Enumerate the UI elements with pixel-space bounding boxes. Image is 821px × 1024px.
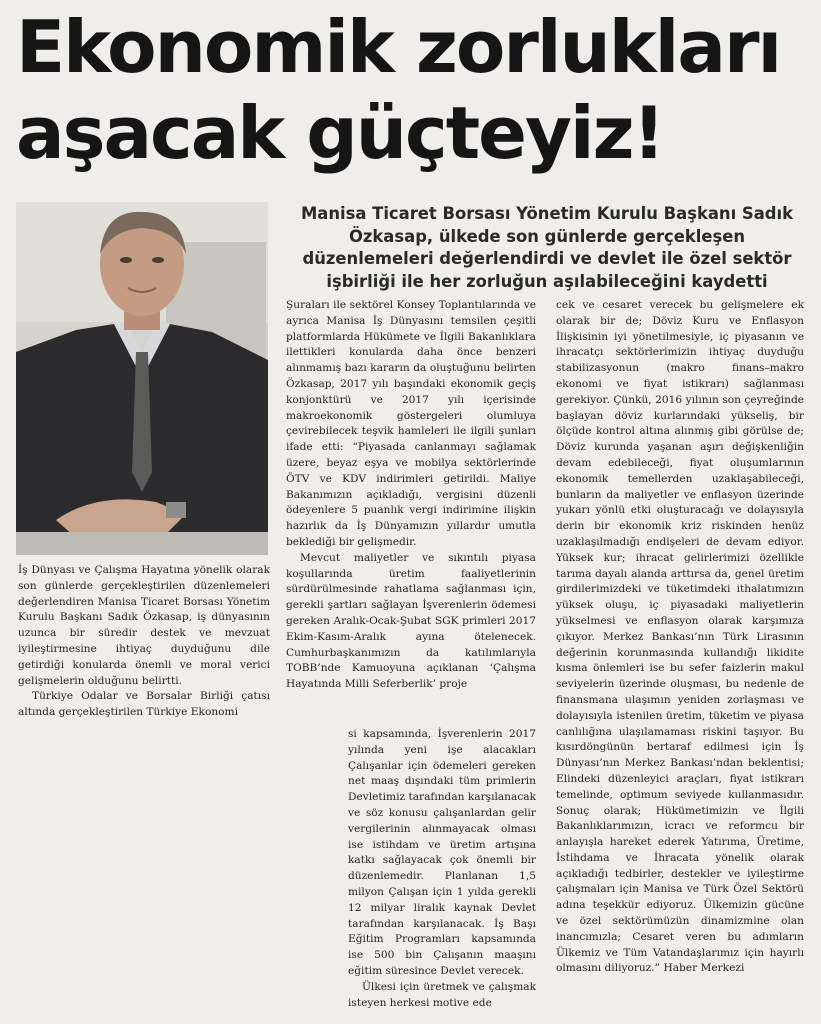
text-column-3 [556,298,804,977]
text-column-1 [18,563,270,721]
article-headline [16,4,816,176]
paragraph: cek ve cesaret verecek bu gelişmelere ek olarak bir de; Döviz Kuru ve Enflasyon İlişkisinin iyi yönetilmesiyle, iç piyasanın ve ihracatçı sektörlerimizin ihtiyaç duyduğu stabilizasyonun (makro finans–makro ekonomi ve fiyat istikrarı) sağlanması gerekiyor. Çünkü, 2016 yılının son çeyreğinde başlayan döviz kurlarındaki yükseliş, bir ölçüde kontrol altına alınmış gibi görülse de; Döviz kurunda yaşanan aşırı değişkenliğin devam edebileceği, fiyat oluşumlarının ekonomik temellerden uzaklaşabileceği, bunların da maliyetler ve enflasyon üzerinde yukarı yönlü etki oluşturacağı ve dolayısıyla derin bir ekonomik kriz riskinden henüz uzaklaşılmadığı endişeleri de devam ediyor. Yüksek kur; ihracat gelirlerimizi özellikle tarıma dayalı alanda arttırsa da, genel üretim girdilerimizdeki ve tüketimdeki ithalatımızın yüksek oluşu, iç piyasadaki maliyetlerin yükselmesi ve enflasyon olarak karşımıza çıkıyor. Merkez Bankası’nın Türk Lirasının değerinin korunmasında kullandığı likidite kısma önlemleri ise bu sefer faizlerin makul seviyelerin üzerinde oluşması, bu nedenle de finansmana ulaşımın yeniden zorlaşması ve dolayısıyla istenilen üretim, tüketim ve piyasa canlılığına ulaşılamaması riskini taşıyor. Bu kısırdöngünün bertaraf edilmesi için İş Dünyası’nın Merkez Bankası’ndan beklentisi; Elindeki düzenleyici araçları, fiyat istikrarı temelinde, optimum seviyede kullanmasıdır. Sonuç olarak; Hükümetimizin ve İlgili Bakanlıklarımızın, icracı ve reformcu bir anlayışla hareket ederek Yatırıma, Üretime, İstihdama ve İhracata yönelik olarak açıkladığı tedbirler, destekler ve iyileştirme çalışmaları için Manisa ve Türk Özel Sektörü adına teşekkür ediyoruz. Ülkemizin gücüne ve özel sektörümüzün dinamizmine olan inancımızla; Cesaret veren bu adımların Ülkemiz ve Tüm Vatandaşlarımız için hayırlı olmasını diliyoruz.” Haber Merkezi [556,299,804,975]
article-subheadline: Manisa Ticaret Borsası Yönetim Kurulu Başkanı Sadık Özkasap, ülkede son günlerde gerçekleşen düzenlemeleri değerlendirdi ve devlet ile özel sektör işbirliği ile her zorluğun aşılabileceğini kaydetti [300,204,794,291]
paragraph: Türkiye Odalar ve Borsalar Birliği çatısı altında gerçekleştirilen Türkiye Ekonomi [18,690,270,719]
paragraph: si kapsamında, İşverenlerin 2017 yılında yeni işe alacakları Çalışanlar için ödemeleri gereken net maaş dışındaki tüm primlerin Devletimiz tarafından karşılanacak ve söz konusu çalışanlardan gelir vergilerinin alınmayacak olması ise istihdam ve üretim artışına katkı sağlayacak çok önemli bir düzenlemedir. Planlanan 1,5 milyon Çalışan için 1 yılda gerekli 12 milyar liralık kaynak Devlet tarafından karşılanacak. İş Başı Eğitim Programları kapsamında ise 500 bin Çalışanın maaşını eğitim süresince Devlet verecek. [348,728,536,977]
paragraph: Mevcut maliyetler ve sıkıntılı piyasa koşullarında üretim faaliyetlerinin sürdürülmesinde rahatlama sağlanması için, gerekli şartları sağlayan İşverenlerin ödemesi gereken Aralık-Ocak-Şubat SGK primleri 2017 Ekim-Kasım-Aralık ayına ötelenecek. Cumhurbaşkanımızın da katılımlarıyla TOBB’nde Kamuoyuna açıklanan ‘Çalışma Hayatında Milli Seferberlik’ proje [286,551,536,691]
portrait-photo [16,202,268,555]
text-column-2-continued [348,727,536,1011]
portrait-photo-icon [16,202,268,555]
paragraph: Ülkesi için üretmek ve çalışmak isteyen herkesi motive ede [348,980,536,1009]
text-column-2 [286,298,536,693]
headline-line-1: Ekonomik zorlukları [16,5,781,89]
headline-line-2: aşacak güçteyiz! [16,91,664,175]
paragraph: Şuraları ile sektörel Konsey Toplantılarında ve ayrıca Manisa İş Dünyasını temsilen çeşitli platformlarda Hükümete ve İlgili Bakanlıklara ilettikleri konularda daha önce benzeri alınmamış bazı kararın da oluştuğunu belirten Özkasap, 2017 yılı başındaki ekonomik geçiş konjonktürü ve 2017 yılı içerisinde makroekonomik göstergeleri olumluya çevirebilecek teşvik hamleleri ile ilgili şunları ifade etti: “Piyasada canlanmayı sağlamak üzere, beyaz eşya ve mobilya sektörlerinde ÖTV ve KDV indirimleri getirildi. Maliye Bakanımızın açıkladığı, vergisini düzenli ödeyenlere 5 puanlık vergi indirimine ilişkin hazırlık da İş Dünyamızın yıllardır umutla beklediği bir gelişmedir. [286,299,536,548]
photo-caption: İş Dünyası ve Çalışma Hayatına yönelik olarak son günlerde gerçekleştirilen düzenlemeleri değerlendiren Manisa Ticaret Borsası Yönetim Kurulu Başkanı Sadık Özkasap, iş dünyasının uzunca bir süredir destek ve mevzuat iyileştirmesine ihtiyaç duyduğunu dile getirdiği konularda önemli ve moral verici gelişmelerin olduğunu belirtti. [18,564,270,687]
